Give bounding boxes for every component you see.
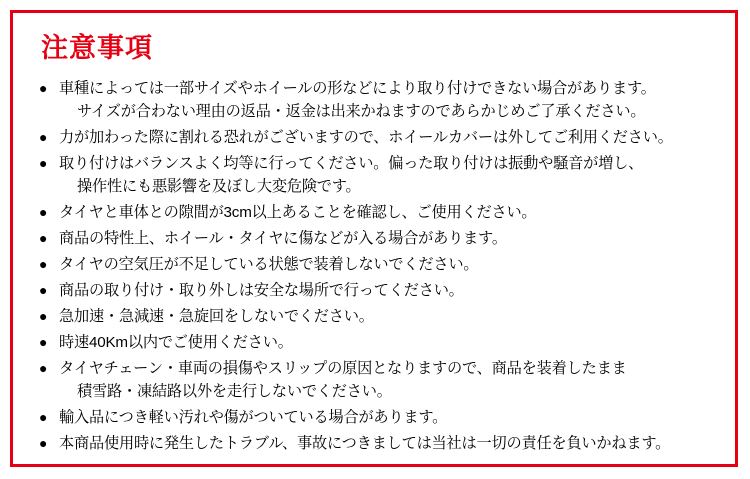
list-item-line: 本商品使用時に発生したトラブル、事故につきましては当社は一切の責任を負いかねます。	[59, 435, 671, 452]
notice-panel	[10, 10, 738, 467]
list-item	[39, 77, 721, 123]
bullet-icon: ●	[39, 308, 48, 324]
list-item	[39, 331, 721, 354]
list-item-line: 時速40Km以内でご使用ください。	[59, 334, 293, 351]
bullet-icon: ●	[39, 360, 48, 376]
list-item-line: 急加速・急減速・急旋回をしないでください。	[59, 308, 374, 325]
list-item	[39, 152, 721, 198]
list-item	[39, 279, 721, 302]
bullet-icon: ●	[39, 435, 48, 451]
notice-list	[39, 77, 721, 458]
bullet-icon: ●	[39, 256, 48, 272]
list-item-line: サイズが合わない理由の返品・返金は出来かねますのであらかじめご了承ください。	[77, 103, 646, 120]
list-item-line: タイヤチェーン・車両の損傷やスリップの原因となりますので、商品を装着したまま	[59, 360, 627, 377]
list-item-line: タイヤの空気圧が不足している状態で装着しないでください。	[59, 256, 479, 273]
list-item	[39, 201, 721, 224]
bullet-icon: ●	[39, 204, 48, 220]
list-item	[39, 126, 721, 149]
bullet-icon: ●	[39, 409, 48, 425]
list-item-line: 商品の取り付け・取り外しは安全な場所で行ってください。	[59, 282, 464, 299]
list-item-line: 商品の特性上、ホイール・タイヤに傷などが入る場合があります。	[59, 230, 507, 247]
list-item-line: 積雪路・凍結路以外を走行しないでください。	[77, 383, 392, 400]
list-item-line: 取り付けはバランスよく均等に行ってください。偏った取り付けは振動や騒音が増し、	[59, 155, 644, 172]
list-item	[39, 227, 721, 250]
list-item-line: 力が加わった際に割れる恐れがございますので、ホイールカバーは外してご利用ください。	[59, 129, 673, 146]
list-item-line: 輸入品につき軽い汚れや傷がついている場合があります。	[59, 409, 448, 426]
list-item	[39, 406, 721, 429]
bullet-icon: ●	[39, 129, 48, 145]
list-item-line: 車種によっては一部サイズやホイールの形などにより取り付けできない場合があります。	[59, 80, 656, 97]
list-item	[39, 253, 721, 276]
bullet-icon: ●	[39, 155, 48, 171]
list-item	[39, 432, 721, 455]
list-item	[39, 357, 721, 403]
page-title: 注意事項	[41, 33, 153, 63]
bullet-icon: ●	[39, 230, 48, 246]
list-item-line: 操作性にも悪影響を及ぼし大変危険です。	[77, 178, 361, 195]
bullet-icon: ●	[39, 282, 48, 298]
bullet-icon: ●	[39, 334, 48, 350]
bullet-icon: ●	[39, 80, 48, 96]
list-item	[39, 305, 721, 328]
list-item-line: タイヤと車体との隙間が3cm以上あることを確認し、ご使用ください。	[59, 204, 537, 221]
